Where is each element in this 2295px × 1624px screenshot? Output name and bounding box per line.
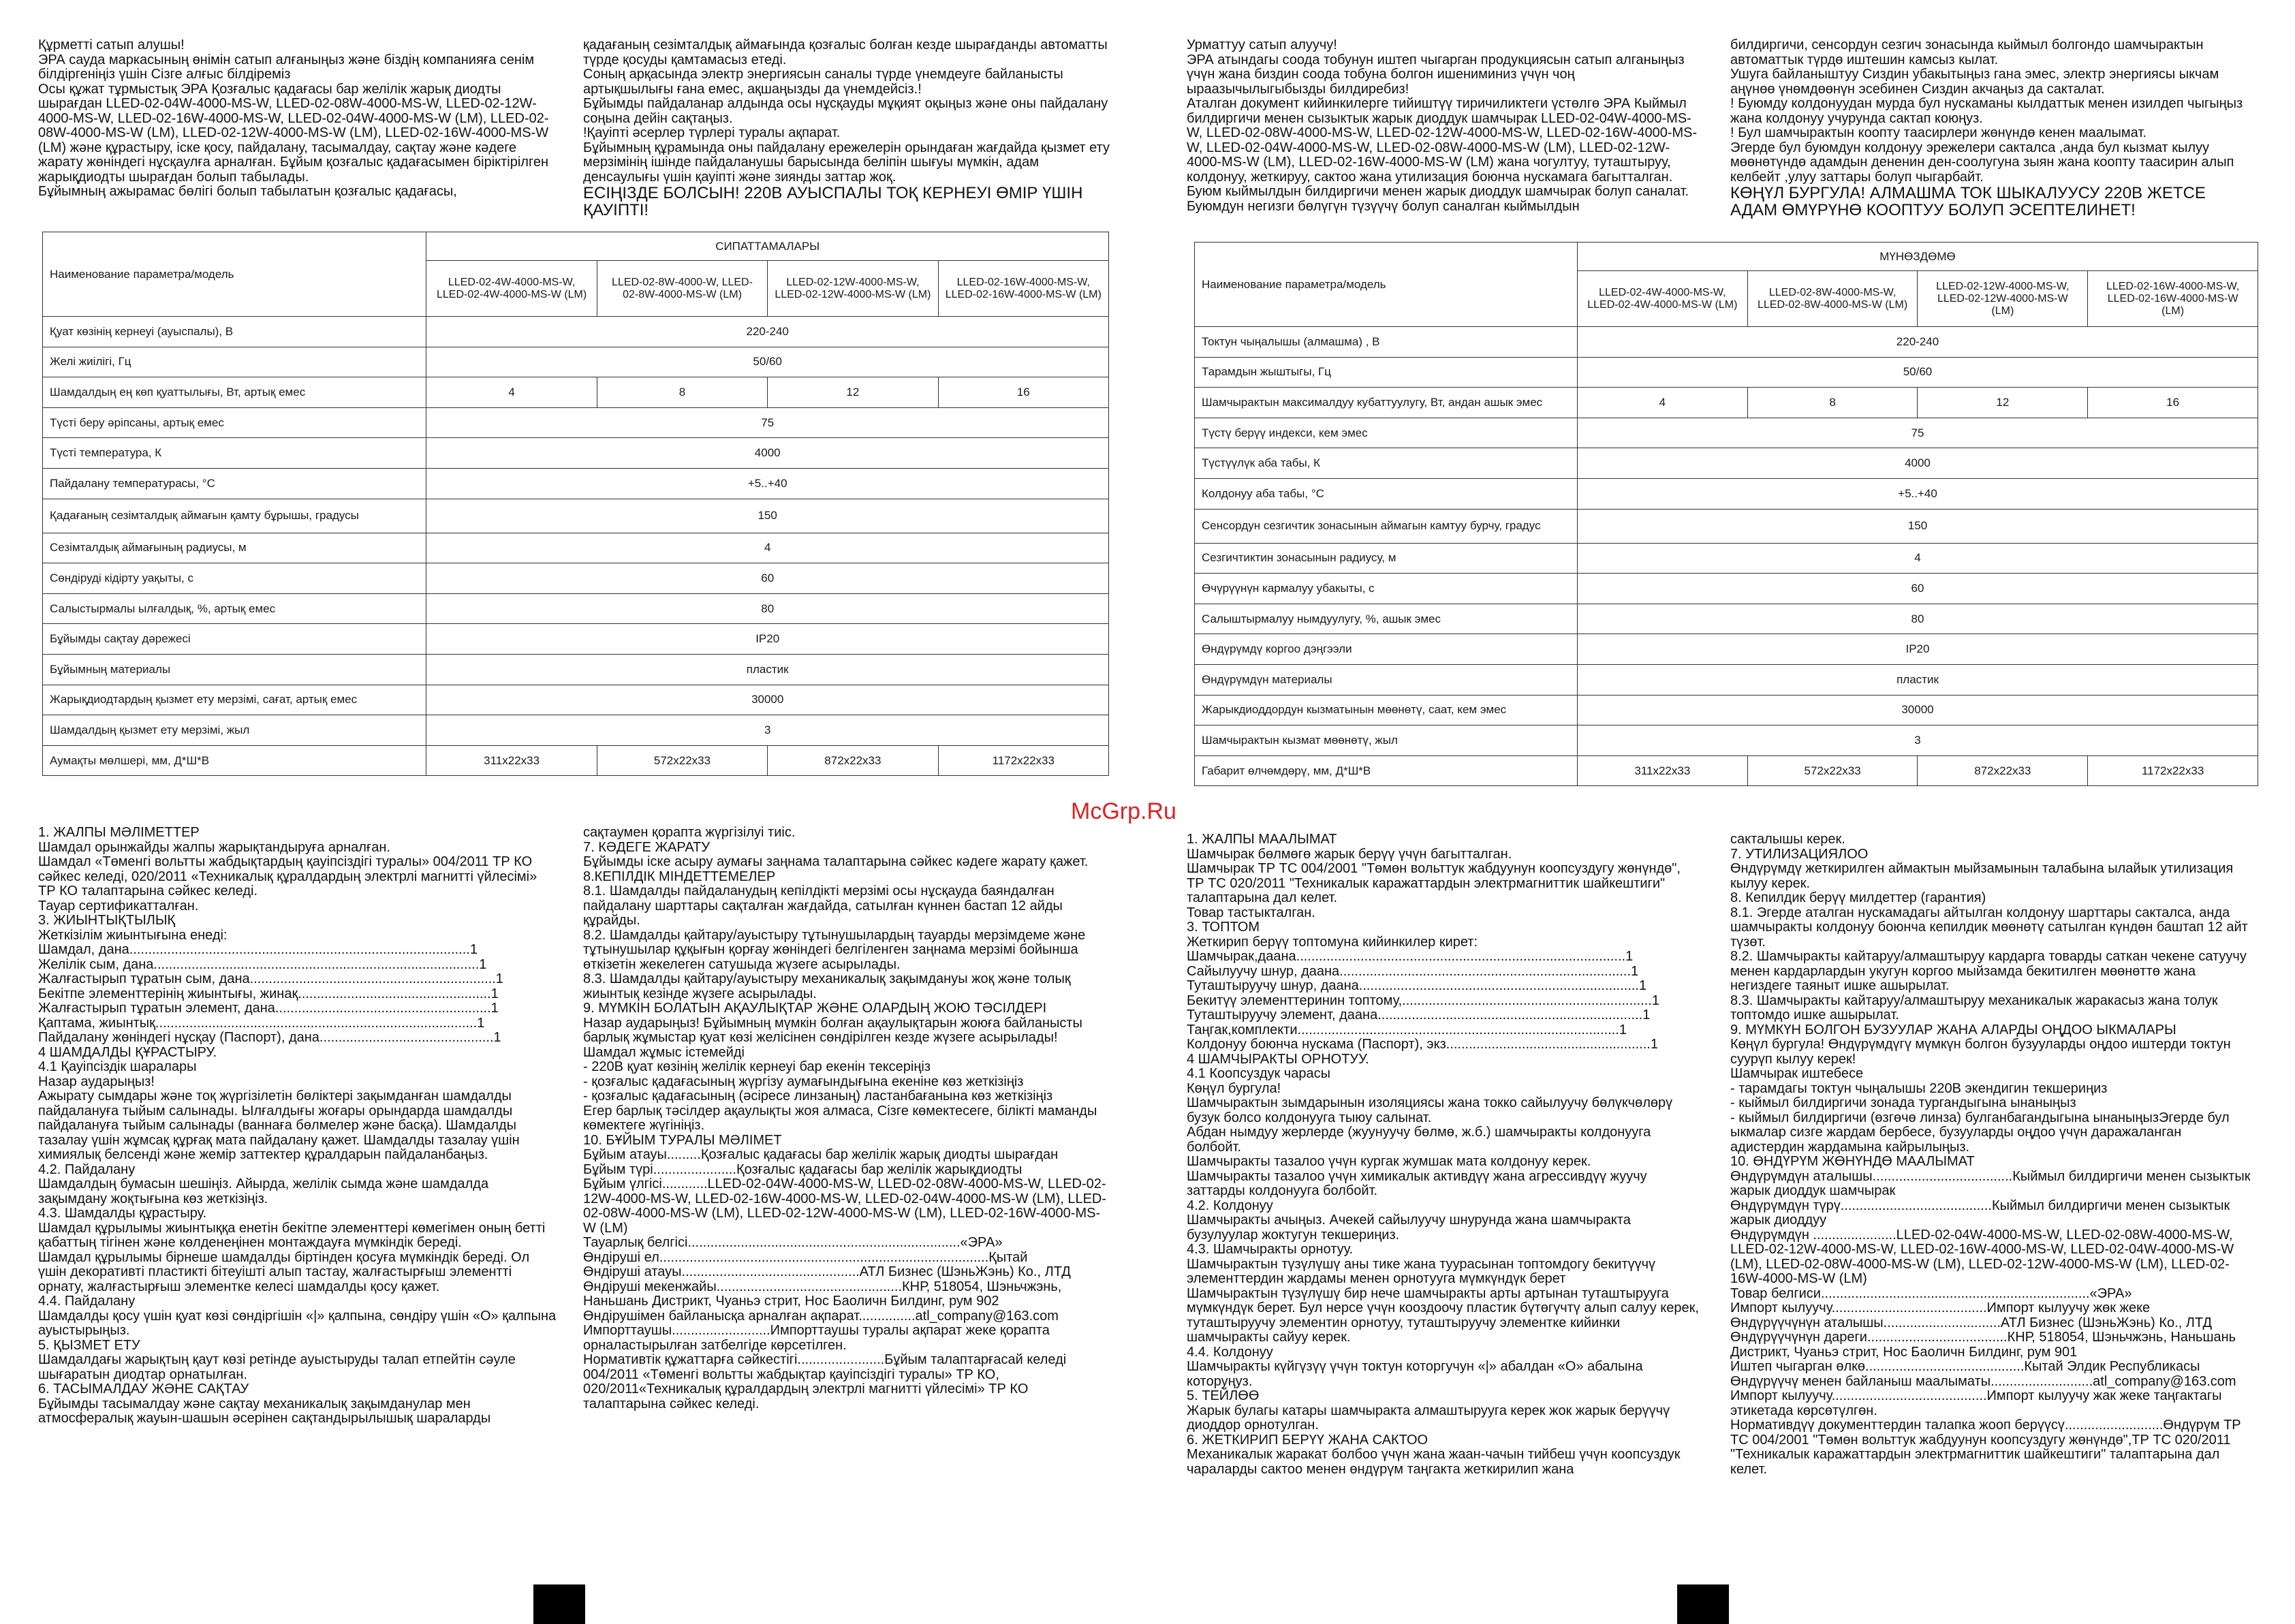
text-line: 8.2. Шамдалды қайтару/ауыстыру тұтынушылардың тауарды мерзімдеме және тұтынушылар құқығын қорғау жөніндегі белгіленген заңнама мерзімі бойынша өткізетін жекелеген сатушыда жүзеге асырылады. [583, 927, 1089, 972]
param-value: 572x22x33 [1747, 755, 1918, 786]
param-value: 311x22x33 [1577, 755, 1747, 786]
param-value: 872x22x33 [768, 745, 938, 776]
param-value: +5..+40 [1577, 478, 2258, 509]
text-line: Буюмдун негизги бөлүгүн түзүүчү болуп саналган кыймылдын [1187, 198, 1580, 214]
text-line: Импорт кылуучу.........................................Импорт кылуучу жак жеке таңгактагы этикетада көрсөтүлгөн. [1730, 1388, 2226, 1418]
param-name: Салыстырмалы ылғалдық, %, артық емес [43, 593, 426, 624]
text-line: Шамдалдағы жарықтың қаут көзі ретінде ауыстыруды талап етпейтін сәуле шығаратын диодтар орнатылған. [38, 1352, 520, 1382]
param-value: 80 [1577, 604, 2258, 634]
text-line: Бұйымның ажырамас бөлігі болып табылатын қозғалыс қадағасы, [38, 184, 457, 199]
text-line: 4.3. Шамдалды құрастыру. [38, 1206, 207, 1221]
model-name: LLED-02-8W-4000-MS-W, LLED-02-8W-4000-MS-W (LM) [1747, 271, 1918, 327]
param-value: 16 [938, 377, 1108, 408]
text-line: Шамчырактын түзүлүшү бир нече шамчыракты арты артынан туташтырууга мүмкүндүк берет. Бул нерсе үчүн кооздоочу пластик бүтөгүчтү алып салуу керек, туташтыруучу элементин орнотуу, туташтыруучу элементке кийинки шамчыракты сайуу керек. [1187, 1285, 1703, 1345]
model-name: LLED-02-4W-4000-MS-W, LLED-02-4W-4000-MS-W (LM) [426, 261, 597, 317]
text-line: 9. МҮМКІН БОЛАТЫН АҚАУЛЫҚТАР ЖӘНЕ ОЛАРДЫҢ ЖОЮ ТӘСІЛДЕРІ [583, 1001, 1047, 1016]
text-line: 4 ШАМЧЫРАКТЫ ОРНОТУУ. [1187, 1051, 1369, 1067]
param-name: Түсті температура, К [43, 438, 426, 469]
text-line: Өндіруші атауы...............................................АТЛ Бизнес (ШэньЖэнь) Ко., ЛТД [583, 1264, 1071, 1279]
param-value: 60 [1577, 574, 2258, 604]
param-name: Қуат көзінің кернеуі (ауыспалы), В [43, 317, 426, 347]
table-row [43, 715, 1109, 746]
param-value: +5..+40 [426, 468, 1109, 499]
left-intro-col2 [583, 37, 1114, 219]
text-line: 10. ӨНДҮРҮМ ЖӨНҮНДӨ МААЛЫМАТ [1730, 1154, 1975, 1169]
text-line: ЭРА атындагы соода тобунун иштеп чыгарган продукциясын сатып алганыңыз үчүн жана биздин соода тобуна болгон ишениминиз үчүн чоң ыраазычылыгыбызды билдиребиз! [1187, 52, 1689, 97]
text-line: 8.1. Шамдалды пайдаланудың кепілдікті мерзімі осы нұсқауда баяндалған пайдалану шарттары сақталған жағдайда, сатылған күннен бастап 12 айды құрайды. [583, 884, 1067, 928]
param-value: 12 [768, 377, 938, 408]
text-line: Бекітпе элементтерінің жиынтығы, жинақ...................................................1 [38, 986, 499, 1001]
table-row [1195, 574, 2258, 604]
param-header: Наименование параметра/модель [1195, 243, 1578, 327]
table-row [43, 685, 1109, 715]
watermark: McGrp.Ru [1071, 798, 1176, 824]
text-line: Өндүрүмдү жеткирилген аймактын мыйзамынын талабына ылайык утилизация кылуу керек. [1730, 861, 2237, 891]
param-value: IP20 [426, 624, 1109, 655]
text-line: қадағаның сезімталдық аймағында қозғалыс болған кезде шырағданды автоматты түрде қосуды қамтамасыз етеді. [583, 37, 1112, 67]
param-value: 75 [426, 407, 1109, 438]
text-line: - кыймыл билдиргичи зонада тургандыгына ынаныңыз [1730, 1095, 2076, 1110]
table-row [43, 533, 1109, 563]
text-line: 4.1 Қауіпсіздік шаралары [38, 1059, 197, 1074]
param-name: Салыштырмалуу нымдуулугу, %, ашык эмес [1195, 604, 1578, 634]
text-line: Жалғастырып тұратын элемент, дана.........................................................1 [38, 1001, 499, 1016]
text-line: Өндіруші ел.......................................................................................Қытай [583, 1249, 1028, 1265]
param-name: Сенсордун сезгичтик зонасынын аймагын камтуу бурчу, градус [1195, 509, 1578, 543]
param-value: 220-240 [426, 317, 1109, 347]
text-line: Ушуга байланыштуу Сиздин убакытыңыз гана эмес, электр энергиясы ыкчам аңүнөө үнөмдөөнүн эсебинен Сиздин акчаңыз да сакталат. [1730, 67, 2223, 97]
param-value: 75 [1577, 418, 2258, 448]
table-row [1195, 695, 2258, 725]
param-name: Бұйымды сақтау дәрежесі [43, 624, 426, 655]
text-line: 4 ШАМДАЛДЫ ҚҰРАСТЫРУ. [38, 1044, 217, 1060]
text-line: 4.2. Пайдалану [38, 1161, 136, 1177]
right-body-col1 [1187, 832, 1702, 1477]
model-name: LLED-02-8W-4000-W, LLED-02-8W-4000-MS-W (LM) [597, 261, 767, 317]
param-name: Түсті беру әріпсаны, артық емес [43, 407, 426, 438]
text-line: Колдонуу боюнча нускама (Паспорт), экз......................................................1 [1187, 1037, 1658, 1052]
param-name: Өчүрүүнүн кармалуу убакыты, с [1195, 574, 1578, 604]
text-line: 6. ТАСЫМАЛДАУ ЖӘНЕ САҚТАУ [38, 1381, 249, 1396]
table-header-row [43, 232, 1109, 261]
param-value: 30000 [1577, 695, 2258, 725]
page-number-box-left [533, 1584, 585, 1624]
param-name: Шамдалдың қызмет ету мерзімі, жыл [43, 715, 426, 746]
param-name: Сезгичтиктин зонасынын радиусу, м [1195, 543, 1578, 574]
param-value: 3 [426, 715, 1109, 746]
table-row [1195, 418, 2258, 448]
text-line: Нормативтік құжаттарға сәйкестігі.......................Бұйым талаптарғасай келеді 004/2011 «Төменгі вольтты жабдықтар қауіпсіздігі туралы» ТР КО, 020/2011«Техникалық құралдардың электрлі магнитті үйлесімі» ТР КО талаптарына сәйкес келеді. [583, 1352, 1070, 1411]
text-line: Назар аударыңыз! [38, 1074, 155, 1089]
table-row [43, 468, 1109, 499]
table-row [1195, 604, 2258, 634]
text-line: Шамдал құрылымы бірнеше шамдалды біртінден қосуға мүмкіндік береді. Ол үшін декоративті пластикті бітеуішті алып тастау, жалғастырғыш элементті орнату, жалғастырғыш элементке келесі шамдалды қосу қажет. [38, 1249, 533, 1294]
param-value: 4 [426, 533, 1109, 563]
table-row [43, 499, 1109, 533]
table-row [43, 593, 1109, 624]
text-line: Бекитүү элементтеринин топтому,..................................................................1 [1187, 993, 1660, 1008]
text-line: сақтаумен қорапта жүргізілуі тиіс. [583, 825, 796, 840]
text-line: 4.4. Колдонуу [1187, 1344, 1273, 1360]
text-line: Тауарлық белгісі........................................................................«ЭРА» [583, 1235, 1003, 1250]
param-name: Түстүүлүк аба табы, К [1195, 448, 1578, 479]
table-row [1195, 509, 2258, 543]
text-line: Товар тастыкталган. [1187, 905, 1315, 920]
text-line: Өндүрүмдүн ......................LLED-02-04W-4000-MS-W, LLED-02-08W-4000-MS-W, LLED-02-12W-4000-MS-W, LLED-02-16W-4000-MS-W, LLED-02-04W-4000-MS-W (LM), LLED-02-08W-4000-MS-W (LM), LLED-02-12W-4000-MS-W (LM), LLED-02-16W-4000-MS-W (LM) [1730, 1227, 2238, 1286]
param-value: пластик [1577, 664, 2258, 695]
left-body-col1 [38, 825, 560, 1426]
text-line: Туташтыруучу шнур, даана..........................................................................1 [1187, 978, 1647, 993]
table-row [1195, 478, 2258, 509]
text-line: Шамчыракты ачыңыз. Ачекей сайылуучу шнурунда жана шамчыракта бузулуулар жоктугун текшериңиз. [1187, 1213, 1635, 1243]
text-line: сакталышы керек. [1730, 832, 1845, 847]
group-header: СИПАТТАМАЛАРЫ [426, 232, 1109, 261]
text-line: 4.1 Коопсуздук чарасы [1187, 1066, 1330, 1081]
text-line: Шамчыракты тазалоо үчүн химикалык активдүү жана агрессивдүү жуучу заттарды колдонууга болбойт. [1187, 1168, 1651, 1198]
model-name: LLED-02-4W-4000-MS-W, LLED-02-4W-4000-MS-W (LM) [1577, 271, 1747, 327]
text-line: Импорт кылуучу.........................................Импорт кылуучу жөк жеке [1730, 1300, 2151, 1315]
table-row [43, 407, 1109, 438]
param-value: 1172x22x33 [938, 745, 1108, 776]
text-line: - кыймыл билдиргичи (өзгөчө линза) булганбагандыгына ынаныңызЭгерде бул ыкмалар сизге жардам бербесе, бузууларды оңдоо үчүн даражаланган адистердин жардамына кайрылыңыз. [1730, 1110, 2234, 1155]
text-line: 4.2. Колдонуу [1187, 1198, 1273, 1213]
model-name: LLED-02-16W-4000-MS-W, LLED-02-16W-4000-MS-W (LM) [938, 261, 1108, 317]
text-line: Импорттаушы..........................Импорттаушы туралы ақпарат жеке қорапта орналастырылған затбелгіде көрсетілген. [583, 1323, 1054, 1353]
table-row [43, 624, 1109, 655]
text-line: 1. ЖАЛПЫ МААЛЫМАТ [1187, 832, 1337, 847]
text-line: Бұйымның құрамында оны пайдалану ережелерін орындаған жағдайда қызмет ету мерзімінің ішінде пайдаланушы барысында беліпін шығуы мүмкін, адам денсаулығы үшін қауіпті және зиянды заттар жоқ. [583, 140, 1114, 185]
param-value: 16 [2088, 388, 2258, 418]
text-line: - қозғалыс қадағасының (әсіресе линзаның) ластанбағанына көз жеткізіңіз [583, 1089, 1053, 1104]
param-value: 150 [1577, 509, 2258, 543]
text-line: 3. ТОПТОМ [1187, 920, 1260, 935]
table-row [43, 654, 1109, 685]
text-line: ! Буюмду колдонуудан мурда бул нускаманы кылдаттык менен изилдеп чыгыңыз жана колдонуу учурунда сактап коюңуз. [1730, 96, 2247, 126]
param-value: 150 [426, 499, 1109, 533]
right-spec-table [1194, 242, 2258, 786]
text-line: Сайылуучу шнур, даана.............................................................................1 [1187, 963, 1639, 979]
right-intro-col1 [1187, 38, 1702, 214]
text-line: 8.3. Шамдалды қайтару/ауыстыру механикалық зақымдануы жоқ және толық жиынтық кезінде жүзеге асырылады. [583, 971, 1075, 1001]
table-row [1195, 448, 2258, 479]
param-value: 8 [1747, 388, 1918, 418]
text-line: - тарамдагы токтун чыңалышы 220В экендигин текшериңиз [1730, 1080, 2108, 1096]
param-name: Жарыкдиоддордун кызматынын мөөнөтү, саат, кем эмес [1195, 695, 1578, 725]
param-value: 4 [426, 377, 597, 408]
table-header-row [1195, 243, 2258, 271]
param-name: Шамчырактын кызмат мөөнөтү, жыл [1195, 725, 1578, 756]
text-line: Бұйымды тасымалдау және сақтау механикалық зақымданулар мен атмосфералық жауын-шашын әсерінен сақтандырылышық шараларды [38, 1396, 491, 1426]
text-line: Назар аударыңыз! Бұйымның мүмкін болған ақаулықтарын жоюға байланысты барлық жұмыстар қуат көзі желісінен сөндірілген кезде жүзеге асырылады! [583, 1015, 1087, 1045]
voltage-warning: ЕСІҢІЗДЕ БОЛСЫН! 220В АУЫСПАЛЫ ТОҚ КЕРНЕУІ ӨМІР ҮШІН ҚАУІПТІ! [583, 184, 1088, 219]
param-value: 4 [1577, 388, 1747, 418]
text-line: Көңүл бургула! [1187, 1080, 1281, 1096]
text-line: Өндіруші мекенжайы.................................................КНР, 518054, Шэньчжэнь, Наньшань Дистрикт, Чуаньэ стрит, Нос Баоличн Билдинг, рум 902 [583, 1279, 1065, 1309]
text-line: Шамдалдың бумасын шешіңіз. Айырда, желілік сымда және шамдалда зақымдану жоқтығына көз жеткізіңіз. [38, 1176, 493, 1206]
text-line: Өндірушімен байланысқа арналған ақпарат...............atl_company@163.com [583, 1308, 1059, 1324]
text-line: ! Бул шамчырактын коопту таасирлери жөнүндө кенен маалымат. [1730, 125, 2146, 140]
text-line: Желілік сым, дана......................................................................................1 [38, 956, 487, 972]
param-value: пластик [426, 654, 1109, 685]
text-line: Шамчырактын түзүлүшү аны тике жана туурасынан топтомдогу бекитүүчү элементтердин жардамы менен орнотууга мүмкүндүк берет [1187, 1256, 1659, 1286]
param-name: Сезімталдық аймағының радиусы, м [43, 533, 426, 563]
text-line: Шамчырак,даана.......................................................................................1 [1187, 949, 1634, 964]
param-name: Шамдалдың ең көп қуаттылығы, Вт, артық емес [43, 377, 426, 408]
text-line: Аталган документ кийинкилерге тийиштүү тиричиликтеги үстөлгө ЭРА Кыймыл билдиргичи менен сызыктык жарык диоддук шамчырак LLED-02-04W-4000-MS-W, LLED-02-08W-4000-MS-W, LLED-02-12W-4000-MS-W, LLED-02-16W-4000-MS-W, LLED-02-04W-4000-MS-W, LLED-02-08W-4000-MS-W (LM), LLED-02-12W-4000-MS-W (LM), LLED-02-16W-4000-MS-W (LM) жана чогултуу, туташтыруу, колдонуу, жеткируу, сактоо жана утилизация боюнча нускамага багытталган. Буюм кыймылдын билдиргичи менен жарык диоддук шамчырак болуп саналат. [1187, 96, 1698, 199]
page-number-box-right [1677, 1584, 1729, 1624]
param-name: Желі жиілігі, Гц [43, 347, 426, 377]
param-name: Жарықдиодтардың қызмет ету мерзімі, сағат, артық емес [43, 685, 426, 715]
table-row [43, 317, 1109, 347]
param-value: 4000 [1577, 448, 2258, 479]
text-line: Шамдал «Төменгі вольтты жабдықтардың қауіпсіздігі туралы» 004/2011 ТР КО сәйкес келеді, 020/2011 «Техникалық құралдардың электрлі магнитті үйлесімі» ТР КО талаптарына сәйкес келеді. [38, 854, 541, 899]
param-name: Бұйымның материалы [43, 654, 426, 685]
param-name: Өндүрүмдүн материалы [1195, 664, 1578, 695]
text-line: Жалғастырып тұратын сым, дана.................................................................1 [38, 971, 503, 986]
text-line: 7. КӘДЕГЕ ЖАРАТУ [583, 839, 711, 855]
param-value: 80 [426, 593, 1109, 624]
text-line: Өндүрүүчүнүн аталышы...............................АТЛ Бизнес (ШэньЖэнь) Ко., ЛТД [1730, 1315, 2213, 1330]
text-line: 8.КЕПІЛДІК МІНДЕТТЕМЕЛЕР [583, 869, 776, 884]
left-page [0, 0, 1147, 1623]
text-line: Пайдалану жөніндегі нұсқау (Паспорт), дана..............................................1 [38, 1030, 501, 1045]
table-row [1195, 543, 2258, 574]
param-value: 3 [1577, 725, 2258, 756]
text-line: 1. ЖАЛПЫ МӘЛІМЕТТЕР [38, 825, 200, 840]
param-value: 1172x22x33 [2088, 755, 2258, 786]
left-spec-table [42, 232, 1109, 776]
param-value: 872x22x33 [1918, 755, 2088, 786]
table-row [1195, 327, 2258, 358]
text-line: Жарык булагы катары шамчыракта алмаштырууга керек жок жарык берүүчү диоддор орнотулган. [1187, 1403, 1674, 1433]
table-row [1195, 357, 2258, 388]
text-line: 6. ЖЕТКИРИП БЕРҮҮ ЖАНА САКТОО [1187, 1432, 1428, 1448]
text-line: Абдан нымдуу жерлерде (жуунуучу бөлмө, ж.б.) шамчыракты колдонууга болбойт. [1187, 1125, 1655, 1155]
left-intro-col1 [38, 38, 557, 200]
table-row [43, 347, 1109, 377]
text-line: Эгерде бул буюмдун колдонуу эрежелери сакталса ,анда бул кызмат кылуу мөөнөтүндө адамдын дененин ден-соолугуна зыян жана коопту таасирин алып келбейт ,улуу заттары болуп чыгарбайт. [1730, 140, 2238, 185]
text-line: 4.4. Пайдалану [38, 1294, 136, 1309]
text-line: 10. БҰЙЫМ ТУРАЛЫ МӘЛІМЕТ [583, 1132, 782, 1148]
text-line: 5. ҚЫЗМЕТ ЕТУ [38, 1337, 140, 1353]
text-line: Өндүрүмдүн аталышы.....................................Кыймыл билдиргичи менен сызыктык жарык диоддук шамчырак [1730, 1168, 2255, 1198]
text-line: Бұйым атауы.........Қозғалыс қадағасы бар желілік жарық диодты шырағдан [583, 1147, 1059, 1162]
text-line: Бұйым үлгісі............LLED-02-04W-4000-MS-W, LLED-02-08W-4000-MS-W, LLED-02-12W-4000-MS-W, LLED-02-16W-4000-MS-W, LLED-02-04W-4000-MS-W (LM), LLED-02-08W-4000-MS-W (LM), LLED-02-12W-4000-MS-W (LM), LLED-02-16W-4000-MS-W (LM) [583, 1176, 1107, 1236]
right-intro-col2 [1730, 38, 2255, 219]
param-name: Габарит өлчөмдөрү, мм, Д*Ш*В [1195, 755, 1578, 786]
text-line: - 220В қуат көзінің желілік кернеуі бар екенін тексеріңіз [583, 1059, 931, 1074]
text-line: Шамчыракты тазалоо үчүн кургак жумшак мата колдонуу керек. [1187, 1154, 1591, 1169]
text-line: Шамчырак ТР ТС 004/2001 "Төмөн вольттук жабдуунун коопсуздугу жөнүндө", ТР ТС 020/2011 "Техникалык каражаттардын электрмагниттик шайкештиги" талаптарына дал келет. [1187, 861, 1685, 905]
text-line: Құрметті сатып алушы! [38, 37, 185, 52]
text-line: Урматтуу сатып алуучу! [1187, 37, 1337, 52]
param-name: Өндүрүмдү коргоо дэңгээли [1195, 634, 1578, 665]
text-line: Қаптама, жиынтық.....................................................................................1 [38, 1015, 485, 1031]
table-row [43, 745, 1109, 776]
text-line: Таңгак,комплекти.....................................................................................1 [1187, 1022, 1627, 1037]
param-name: Пайдалану температурасы, °С [43, 468, 426, 499]
text-line: Механикалык жаракат болбоо үчүн жана жаан-чачын тийбеш үчүн коопсуздук чараларды сактоо менен өндүрүм таңгакта жеткирилип жана [1187, 1447, 1685, 1477]
param-name: Қадағаның сезімталдық аймағын қамту бұрышы, градусы [43, 499, 426, 533]
param-name: Колдонуу аба табы, °С [1195, 478, 1578, 509]
param-value: 572x22x33 [597, 745, 767, 776]
text-line: ЭРА сауда маркасының өнімін сатып алғаныңыз және біздің компанияға сенім білдіргеніңіз үшін Сізге алғыс білдіреміз [38, 52, 538, 82]
table-row [1195, 634, 2258, 665]
text-line: Шамдал, дана..........................................................................................1 [38, 942, 478, 957]
text-line: Бұйымды пайдаланар алдында осы нұсқауды мұқият оқыңыз және оны пайдалану соңына дейін сақтаңыз. [583, 96, 1112, 126]
param-value: 8 [597, 377, 767, 408]
table-row [43, 438, 1109, 469]
text-line: Өндүрүмдүн түрү........................................Кыймыл билдиргичи менен сызыктык жарык диоддуу [1730, 1198, 2234, 1228]
text-line: Осы құжат тұрмыстық ЭРА Қозғалыс қадағасы бар желілік жарық диодты шырағдан LLED-02-04W-4000-MS-W, LLED-02-08W-4000-MS-W, LLED-02-12W-4000-MS-W, LLED-02-16W-4000-MS-W, LLED-02-04W-4000-MS-W (LM), LLED-02-08W-4000-MS-W (LM), LLED-02-12W-4000-MS-W (LM), LLED-02-16W-4000-MS-W (LM) және құрастыру, іске қосу, пайдалану, тасымалдау, сақтау және кәдеге жарату жөніндегі нұсқаулға арналған. Бұйым қозғалыс қадағасымен біріктірілген жарықдиодты шырағдан болып табылады. [38, 81, 552, 185]
param-name: Аумақты мөлшері, мм, Д*Ш*В [43, 745, 426, 776]
text-line: Шамдал жұмыс істемейді [583, 1044, 745, 1060]
text-line: 7. УТИЛИЗАЦИЯЛОО [1730, 846, 1869, 862]
text-line: Товар белгиси.......................................................................«ЭРА» [1730, 1285, 2132, 1301]
text-line: билдиргичи, сенсордун сезгич зонасында кыймыл болгондо шамчырактын автоматтык түрдө иштешин камсыз кылат. [1730, 37, 2208, 67]
group-header: МҮНӨЗДӨМӨ [1577, 243, 2258, 271]
table-row [1195, 664, 2258, 695]
param-name: Токтун чыңалышы (алмашма) , В [1195, 327, 1578, 358]
text-line: Шамчыракты күйгүзүү үчүн токтун которгучун «|» абалдан «О» абалына которуңуз. [1187, 1359, 1647, 1389]
param-value: 50/60 [426, 347, 1109, 377]
text-line: 8.2. Шамчыракты кайтаруу/алмаштыруу кардарга товарды саткан чекене сатуучу менен кардарлардын укугун коргоо мыйзамда бекитилген мөөнөттө жана негиздеге таяныт ишке ашырылат. [1730, 949, 2251, 993]
text-line: Ажырату сымдары және тоқ жүргізілетін бөліктері зақымданған шамдалды пайдалануға тыйым салынады. Ылғалдығы жоғары орындарда шамдалды пайдалануға тыйым салынады (ваннаға бөлмелер және басқа). Шамдалды тазалау үшін жұмсақ құрғақ мата пайдалану қажет. Шамдалды тазалау үшін химиялық белсенді және жемір заттектер құралдарын пайдаланбаңыз. [38, 1089, 524, 1162]
text-line: Бұйым түрі......................Қозғалыс қадағасы бар желілік жарықдиодты [583, 1161, 1022, 1177]
param-value: 4 [1577, 543, 2258, 574]
table-row [1195, 725, 2258, 756]
text-line: Өндүрүүчү менен байланыш маалыматы...........................atl_company@163.com [1730, 1373, 2236, 1389]
text-line: 8. Кепилдик берүү милдеттер (гарантия) [1730, 890, 1986, 905]
param-name: Шамчырактын максималдуу кубаттуулугу, Вт, андан ашык эмес [1195, 388, 1578, 418]
text-line: - қозғалыс қадағасының жүргізу аумағындығына екеніне көз жеткізіңіз [583, 1074, 1024, 1089]
table-row [1195, 388, 2258, 418]
text-line: Шамдал құрылымы жиынтыққа енетін бекітпе элементтері көмегімен оның бетті қабаттың тігінен және көлденеңінен монтаждауға мүмкіндік береді. [38, 1220, 549, 1250]
param-value: 220-240 [1577, 327, 2258, 358]
text-line: Өндүрүүчүнүн дареги.....................................КНР, 518054, Шэньчжэнь, Наньшань Дистрикт, Чуаньэ стрит, Нос Баоличн Билдинг, рум 901 [1730, 1330, 2240, 1360]
param-name: Тарамдын жыштыгы, Гц [1195, 357, 1578, 388]
text-line: Шамдал орынжайды жалпы жарықтандыруға арналған. [38, 839, 390, 855]
param-value: 50/60 [1577, 357, 2258, 388]
text-line: 3. ЖИЫНТЫҚТЫЛЫҚ [38, 913, 176, 928]
left-body-col2 [583, 826, 1110, 1411]
param-header: Наименование параметра/модель [43, 232, 426, 317]
param-value: 311x22x33 [426, 745, 597, 776]
model-name: LLED-02-12W-4000-MS-W, LLED-02-12W-4000-MS-W (LM) [1918, 271, 2088, 327]
param-value: 12 [1918, 388, 2088, 418]
text-line: Шамчырак бөлмөгө жарык берүү үчүн багытталган. [1187, 846, 1512, 862]
text-line: !Қауіпті әсерлер түрлері туралы ақпарат. [583, 125, 841, 140]
text-line: 5. ТЕЙЛӨӨ [1187, 1388, 1260, 1403]
text-line: Туташтыруучу элемент, даана......................................................................1 [1187, 1008, 1651, 1022]
model-name: LLED-02-12W-4000-MS-W, LLED-02-12W-4000-MS-W (LM) [768, 261, 938, 317]
param-name: Сөндіруді кідірту уақыты, с [43, 563, 426, 594]
text-line: Жеткирип берүү топтомуна кийинкилер кирет: [1187, 934, 1478, 950]
model-name: LLED-02-16W-4000-MS-W, LLED-02-16W-4000-MS-W (LM) [2088, 271, 2258, 327]
text-line: Шамчырак иштебесе [1730, 1066, 1864, 1081]
text-line: Көңүл бургула! Өндүрүмдүгү мүмкүн болгон бузууларды оңдоо иштерди токтун суурүп кылуу керек! [1730, 1037, 2235, 1067]
text-line: Иштеп чыгарган өлкө..........................................Кытай Элдик Республикасы [1730, 1359, 2200, 1374]
text-line: Нормативдүү документтердин талапка жооп берүүсү..........................Өндүрүм ТР ТС 004/2001 "Төмөн вольттук жабдуунун коопсуздугу жөнүндө",ТР ТС 020/2011 "Техникалык каражаттардын электрмагниттик шайкештиги" талаптарына дал келет. [1730, 1418, 2245, 1477]
text-line: 9. МҮМКҮН БОЛГОН БУЗУУЛАР ЖАНА АЛАРДЫ ОҢДОО ЫКМАЛАРЫ [1730, 1022, 2176, 1037]
param-value: IP20 [1577, 634, 2258, 665]
text-line: 8.3. Шамчыракты кайтаруу/алмаштыруу механикалык жаракасыз жана толук топтомдо ишке ашырылат. [1730, 993, 2222, 1022]
param-value: 4000 [426, 438, 1109, 469]
text-line: Соның арқасында электр энергиясын саналы түрде үнемдеуге байланысты артықшылығы ғана емес, ақшаңызды да үнемдейсіз.! [583, 67, 1067, 97]
text-line: Шамчырактын зымдарынын изоляциясы жана токко сайылуучу бөлүкчөлөрү бузук болсо колдонууга тыюу салынат. [1187, 1095, 1676, 1125]
param-value: 60 [426, 563, 1109, 594]
table-row [1195, 755, 2258, 786]
param-value: 30000 [426, 685, 1109, 715]
table-row [43, 377, 1109, 408]
text-line: 8.1. Эгерде аталган нускамадагы айтылган колдонуу шарттары сакталса, анда шамчыракты колдонуу боюнча кепилдик мөөнөтү сатылган күндөн баштап 12 айт түзөт. [1730, 905, 2252, 950]
right-body-col2 [1730, 832, 2255, 1477]
text-line: Тауар сертификатталған. [38, 898, 199, 914]
param-name: Түстү берүү индекси, кем эмес [1195, 418, 1578, 448]
text-line: Жеткізілім жиынтығына енеді: [38, 927, 228, 943]
voltage-warning: КӨҢҮЛ БУРГУЛА! АЛМАШМА ТОК ШЫКАЛУУСУ 220В ЖЕТСЕ АДАМ ӨМҮРҮНӨ КООПТУУ БОЛУП ЭСЕПТЕЛИНЕТ! [1730, 184, 2211, 219]
text-line: Егер барлық тәсілдер ақаулықты жоя алмаса, Сізге көмектесеге, білікті маманды көмектеге жүгініңіз. [583, 1103, 1101, 1133]
text-line: Шамдалды қосу үшін қуат көзі сөндіргішін «|» қалпына, сөндіру үшін «О» қалпына ауыстырыңыз. [38, 1308, 560, 1338]
text-line: Бұйымды іске асыру аумағы заңнама талаптарына сәйкес кәдеге жарату қажет. [583, 854, 1089, 869]
text-line: 4.3. Шамчыракты орнотуу. [1187, 1242, 1354, 1257]
table-row [43, 563, 1109, 594]
right-page [1148, 0, 2295, 1623]
